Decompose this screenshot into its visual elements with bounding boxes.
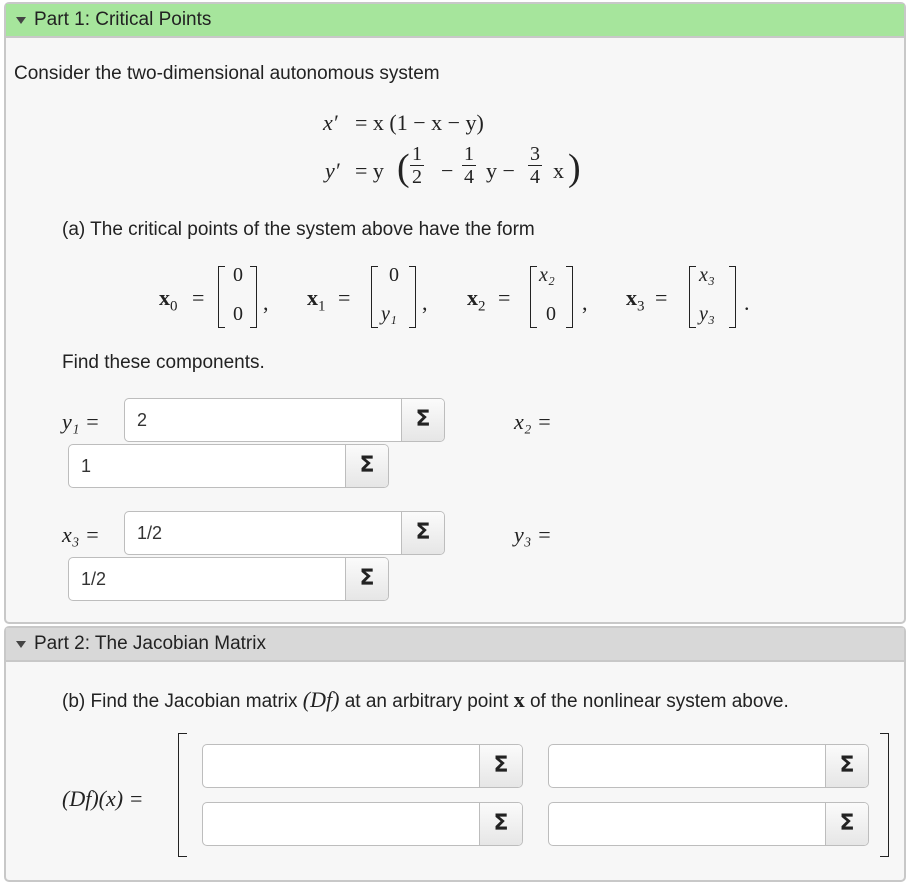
eq2-x-term: x	[553, 158, 564, 183]
jacobian-cell-21	[202, 802, 523, 846]
x2-bracket-left	[530, 266, 537, 328]
jacobian-sigma-button-11[interactable]: Σ	[479, 745, 522, 787]
x2-bottom: 0	[546, 303, 556, 325]
x2-label: $x_2$	[467, 285, 486, 315]
x2-eq: =	[498, 285, 511, 310]
eq2-frac3: $\frac{3}{4}$	[530, 143, 540, 188]
x3-sigma-button[interactable]: Σ	[401, 512, 444, 554]
y3-field	[68, 557, 389, 601]
eq1-rhs: = x (1 − x − y)	[355, 110, 484, 135]
y1-input[interactable]	[125, 399, 401, 441]
x1-bracket-right	[409, 266, 416, 328]
matrix-bracket-right	[880, 733, 889, 857]
intro-text: Consider the two-dimensional autonomous system	[14, 63, 440, 84]
eq2-rparen: )	[568, 147, 581, 189]
x2-sigma-button[interactable]: Σ	[345, 445, 388, 487]
x3-field	[124, 511, 445, 555]
part2-header[interactable]	[6, 628, 904, 662]
jacobian-input-12[interactable]	[549, 745, 825, 787]
x2-bracket-right	[566, 266, 573, 328]
y1-sigma-button[interactable]: Σ	[401, 399, 444, 441]
x2-top: x₂	[539, 264, 555, 286]
question-b	[62, 687, 789, 713]
matrix-label: (Df)(x) =	[62, 786, 144, 811]
jacobian-cell-11	[202, 744, 523, 788]
jacobian-input-11[interactable]	[203, 745, 479, 787]
eq2-frac1: $\frac{1}{2}$	[412, 143, 422, 188]
eq2-lhs: y′	[325, 158, 340, 183]
jacobian-cell-22	[548, 802, 869, 846]
find-text: Find these components.	[62, 352, 265, 373]
jacobian-sigma-button-22[interactable]: Σ	[825, 803, 868, 845]
x0-bracket-right	[250, 266, 257, 328]
x0-eq: =	[192, 285, 205, 310]
jacobian-sigma-button-21[interactable]: Σ	[479, 803, 522, 845]
x1-eq: =	[338, 285, 351, 310]
x0-label: $x_0$	[159, 285, 178, 315]
x2-field	[68, 444, 389, 488]
eq2-y-term: y −	[486, 158, 515, 183]
x0-top: 0	[233, 264, 243, 286]
part2-title: Part 2: The Jacobian Matrix	[34, 633, 266, 654]
x3-top: x₃	[699, 264, 715, 286]
x3-eq: =	[655, 285, 668, 310]
question-b-post: of the nonlinear system above.	[529, 691, 789, 712]
jacobian-cell-12	[548, 744, 869, 788]
question-b-pre: (b) Find the Jacobian matrix	[62, 691, 298, 712]
eq2-minus1: −	[441, 158, 454, 183]
jacobian-input-21[interactable]	[203, 803, 479, 845]
x2-comma: ,	[582, 290, 588, 315]
collapse-caret-icon[interactable]	[16, 17, 26, 24]
eq1-lhs: x′	[323, 110, 338, 135]
x3-bracket-left	[689, 266, 696, 328]
collapse-caret-icon[interactable]	[16, 641, 26, 648]
question-b-x: x	[513, 687, 525, 712]
x3-label: $x_3$	[626, 285, 645, 315]
eq2-lparen: (	[397, 147, 410, 189]
x2-answer-label: x₂ =	[514, 409, 552, 434]
jacobian-sigma-button-12[interactable]: Σ	[825, 745, 868, 787]
x0-bottom: 0	[233, 303, 243, 325]
y3-input[interactable]	[69, 558, 345, 600]
eq2-pre: = y	[355, 158, 384, 183]
matrix-bracket-left	[178, 733, 187, 857]
question-b-mid: at an arbitrary point	[344, 691, 509, 712]
x3-period: .	[744, 290, 750, 315]
x1-bottom: y₁	[381, 303, 397, 325]
question-b-math: (Df)	[302, 687, 340, 712]
y1-field	[124, 398, 445, 442]
x1-bracket-left	[371, 266, 378, 328]
x3-answer-label: x₃ =	[62, 522, 100, 547]
question-a: (a) The critical points of the system above have the form	[62, 219, 535, 240]
x1-label: $x_1$	[307, 285, 326, 315]
part1-title: Part 1: Critical Points	[34, 9, 212, 30]
x3-bottom: y₃	[699, 303, 715, 325]
x0-comma: ,	[263, 290, 269, 315]
eq2-frac2: $\frac{1}{4}$	[464, 143, 474, 188]
y3-sigma-button[interactable]: Σ	[345, 558, 388, 600]
x3-input[interactable]	[125, 512, 401, 554]
y3-answer-label: y₃ =	[514, 522, 552, 547]
x1-top: 0	[389, 264, 399, 286]
x2-input[interactable]	[69, 445, 345, 487]
jacobian-input-22[interactable]	[549, 803, 825, 845]
part1-header[interactable]	[6, 4, 904, 38]
x1-comma: ,	[422, 290, 428, 315]
x3-bracket-right	[729, 266, 736, 328]
y1-label: y₁ =	[62, 409, 100, 434]
x0-bracket-left	[218, 266, 225, 328]
